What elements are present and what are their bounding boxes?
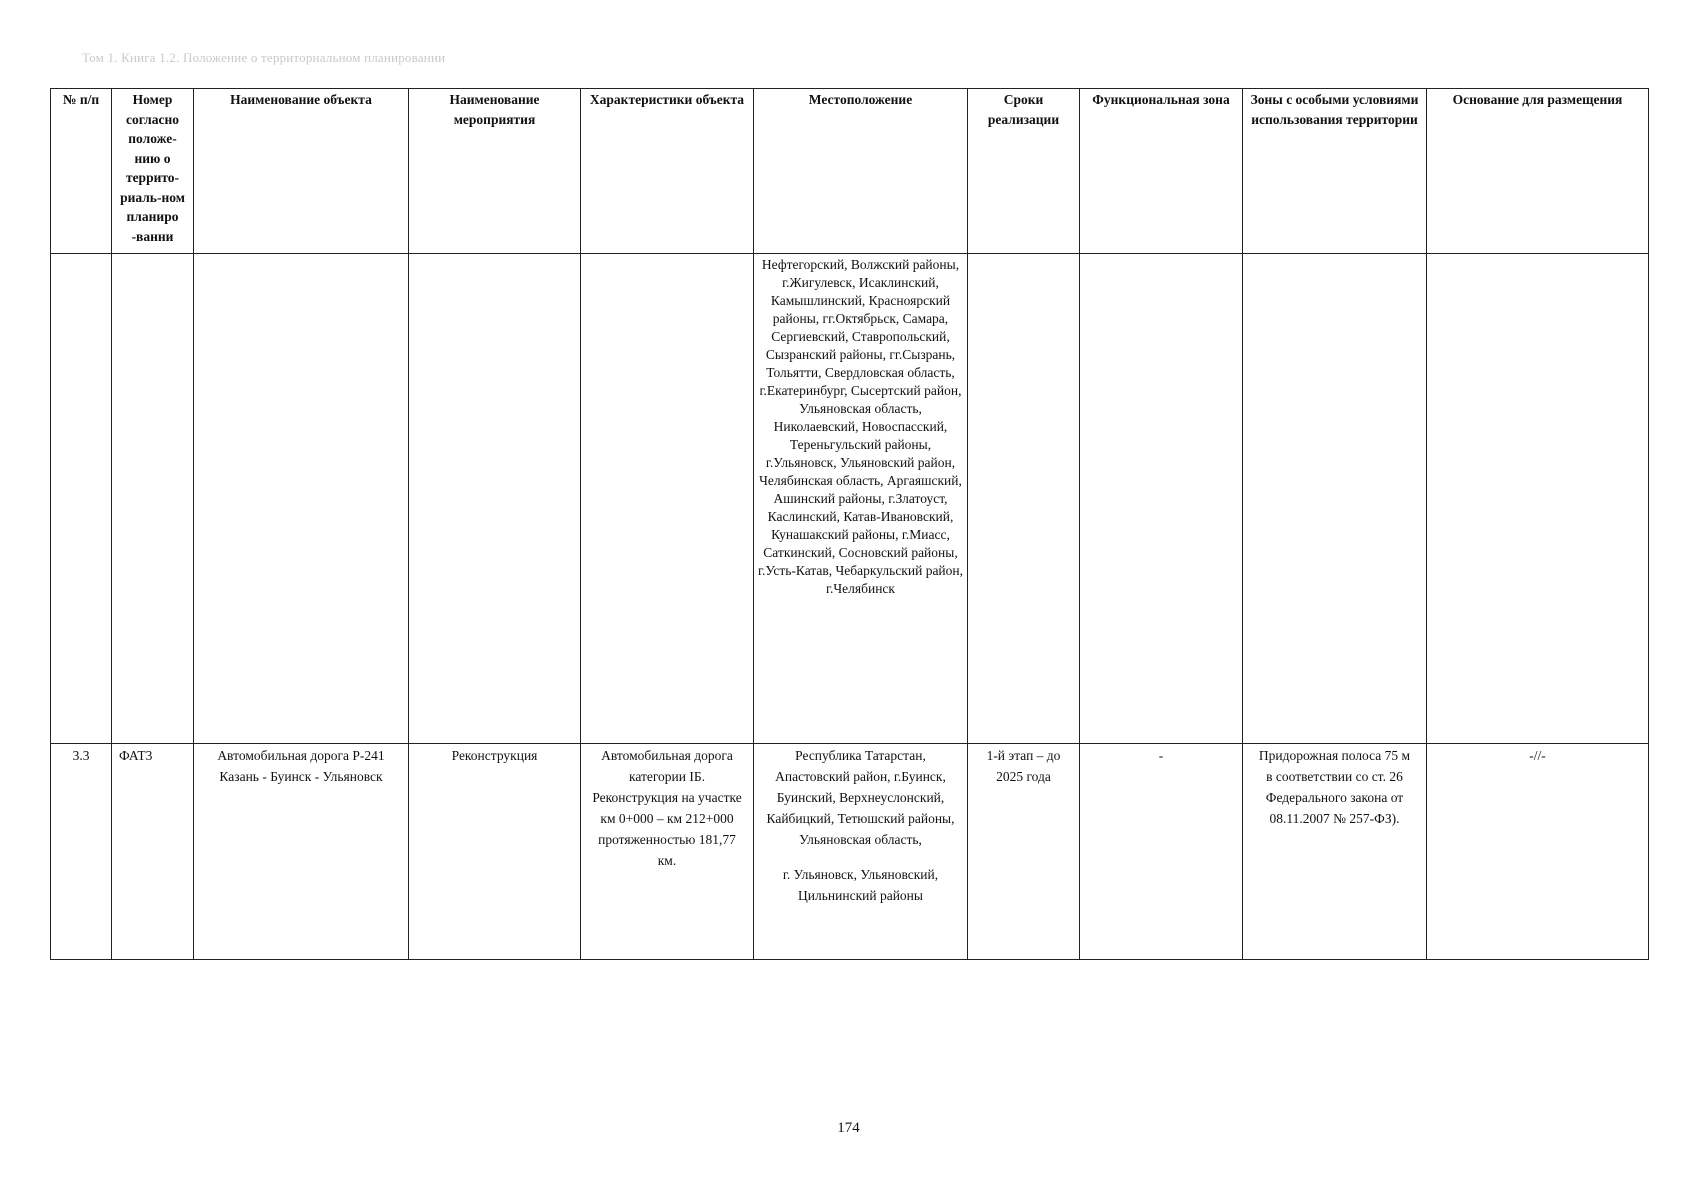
row-object-name-cell: Автомобильная дорога Р-241 Казань - Буинск - Ульяновск — [194, 744, 409, 960]
table-header-row — [51, 89, 1649, 254]
row-measure-cell: Реконструкция — [409, 744, 581, 960]
row-basis-cell: -//- — [1427, 744, 1649, 960]
row-num-cell: 3.3 — [51, 744, 112, 960]
row-special-zones-cell: Придорожная полоса 75 м в соответствии со ст. 26 Федерального закона от 08.11.2007 № 257-ФЗ). — [1243, 744, 1427, 960]
table-row — [51, 744, 1649, 960]
header-cell-num: № п/п — [51, 89, 112, 254]
page-number: 174 — [837, 1120, 860, 1136]
location-continuation-cell: Нефтегорский, Волжский районы, г.Жигулевск, Исаклинский, Камышлинский, Красноярский районы, гг.Октябрьск, Самара, Сергиевский, Ставропольский, Сызранский районы, гг.Сызрань, Тольятти, Свердловская область, г.Екатеринбург, Сысертский район, Ульяновская область, Николаевский, Новоспасский, Тереньгульский районы, г.Ульяновск, Ульяновский район, Челябинская область, Аргаяшский, Ашинский районы, г.Златоуст, Каслинский, Катав-Ивановский, Кунашакский районы, г.Миасс, Саткинский, Сосновский районы, г.Усть-Катав, Чебаркульский район, г.Челябинск — [754, 254, 968, 744]
header-cell-functional-zone: Функциональная зона — [1080, 89, 1243, 254]
territorial-planning-table — [50, 88, 1649, 960]
header-cell-timing: Сроки реализации — [968, 89, 1080, 254]
row-timing-cell: 1-й этап – до 2025 года — [968, 744, 1080, 960]
row-functional-zone-cell: - — [1080, 744, 1243, 960]
header-cell-measure: Наименование мероприятия — [409, 89, 581, 254]
row-location-cell — [754, 744, 968, 960]
row-location-part1: Республика Татарстан, Апастовский район, г.Буинск, Буинский, Верхнеуслонский, Кайбицкий, Тетюшский районы, Ульяновская область, — [766, 748, 955, 847]
header-cell-object-name: Наименование объекта — [194, 89, 409, 254]
table-row — [51, 254, 1649, 744]
header-cell-special-zones: Зоны с особыми условиями использования территории — [1243, 89, 1427, 254]
header-cell-plan-num: Номер согласно положе-нию о террито-риаль-ном планиро -ванни — [112, 89, 194, 254]
row-plan-num-cell: ФАТ3 — [112, 744, 194, 960]
header-cell-basis: Основание для размещения — [1427, 89, 1649, 254]
header-cell-characteristics: Характеристики объекта — [581, 89, 754, 254]
row-location-part2: г. Ульяновск, Ульяновский, Цильнинский районы — [782, 867, 939, 903]
header-cell-location: Местоположение — [754, 89, 968, 254]
running-header: Том 1. Книга 1.2. Положение о территориальном планировании — [82, 50, 446, 65]
row-characteristics-cell: Автомобильная дорога категории IБ. Реконструкция на участке км 0+000 – км 212+000 протяженностью 181,77 км. — [581, 744, 754, 960]
